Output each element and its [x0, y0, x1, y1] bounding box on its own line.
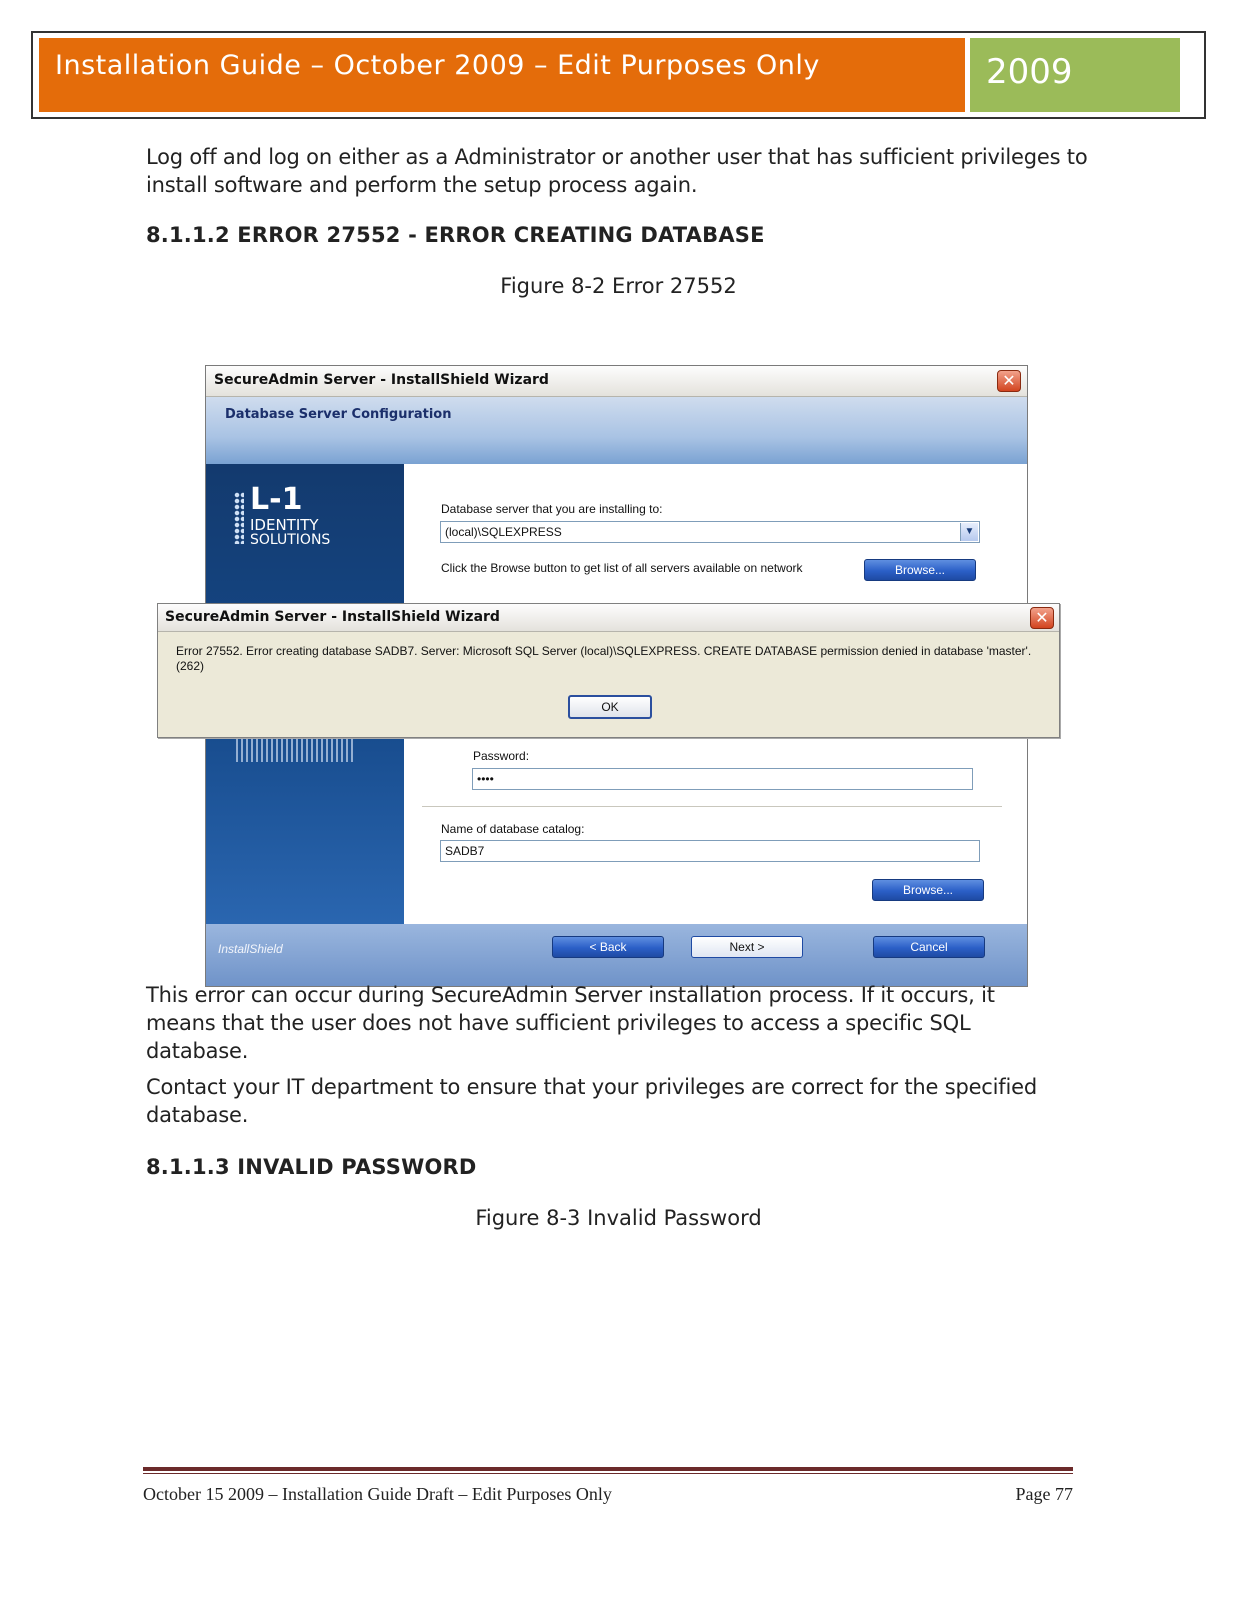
config-heading: Database Server Configuration — [225, 407, 452, 422]
cancel-button[interactable]: Cancel — [873, 936, 985, 958]
installer-close-icon[interactable]: ✕ — [997, 370, 1021, 392]
browse-servers-button[interactable]: Browse... — [864, 559, 976, 581]
error-message: Error 27552. Error creating database SADB7. Server: Microsoft SQL Server (local)\SQLEXPRESS. CREATE DATABASE permission denied in database 'master'. (262) — [176, 644, 1032, 673]
password-label: Password: — [473, 749, 530, 763]
installer-button-bar — [206, 924, 1027, 987]
logo-line-solutions: SOLUTIONS — [250, 532, 331, 548]
error-dialog-close-icon[interactable]: ✕ — [1030, 607, 1054, 629]
error-dialog — [157, 603, 1060, 738]
intro-paragraph: Log off and log on either as a Administrator or another user that has sufficient privileges to install software and perform the setup process again. — [146, 145, 1088, 197]
logo-mark: L-1 — [250, 482, 303, 517]
figure-caption-8-2: Figure 8-2 Error 27552 — [500, 274, 737, 298]
figure-caption-8-3: Figure 8-3 Invalid Password — [475, 1206, 762, 1230]
installshield-brand: InstallShield — [218, 942, 283, 956]
header-year: 2009 — [986, 52, 1073, 92]
error-dialog-title-bar — [158, 604, 1059, 632]
section-heading-invalid-password: 8.1.1.3 INVALID PASSWORD — [146, 1155, 477, 1179]
body-paragraph-2: Contact your IT department to ensure that your privileges are correct for the specified database. — [146, 1075, 1037, 1127]
page-number: Page 77 — [1015, 1484, 1073, 1504]
catalog-field[interactable] — [440, 840, 980, 862]
next-button[interactable]: Next > — [691, 936, 803, 958]
header-title: Installation Guide – October 2009 – Edit Purposes Only — [55, 50, 820, 81]
logo-line-identity: IDENTITY — [250, 516, 319, 534]
installer-window-title: SecureAdmin Server - InstallShield Wizard — [214, 372, 549, 388]
header-year-band — [970, 38, 1180, 112]
browse-hint: Click the Browse button to get list of all servers available on network — [441, 561, 803, 575]
error-dialog-title: SecureAdmin Server - InstallShield Wizard — [165, 609, 500, 625]
password-field[interactable] — [472, 768, 973, 790]
chevron-down-icon[interactable]: ▼ — [960, 523, 978, 541]
password-value: •••• — [477, 772, 494, 786]
catalog-value: SADB7 — [445, 844, 485, 858]
page-header — [31, 31, 1206, 119]
back-button[interactable]: < Back — [552, 936, 664, 958]
footer-text: October 15 2009 – Installation Guide Draft – Edit Purposes Only — [143, 1484, 612, 1504]
ok-button[interactable]: OK — [568, 695, 652, 719]
footer-rule-thin — [143, 1473, 1073, 1474]
server-dropdown-value: (local)\SQLEXPRESS — [445, 525, 562, 539]
form-divider — [422, 806, 1002, 807]
browse-catalog-button[interactable]: Browse... — [872, 879, 984, 901]
config-heading-band — [206, 397, 1027, 464]
logo-dots-icon — [234, 492, 244, 544]
header-title-band — [39, 38, 965, 112]
server-label: Database server that you are installing to: — [441, 502, 663, 516]
server-dropdown[interactable] — [440, 521, 980, 543]
fingerprint-icon — [236, 734, 356, 762]
installer-title-bar — [206, 366, 1027, 397]
body-paragraph-1: This error can occur during SecureAdmin Server installation process. If it occurs, it means that the user does not have sufficient privileges to access a specific SQL database. — [146, 983, 995, 1063]
section-heading-error-27552: 8.1.1.2 ERROR 27552 - ERROR CREATING DATABASE — [146, 223, 765, 247]
catalog-label: Name of database catalog: — [441, 822, 585, 836]
footer-rule-thick — [143, 1467, 1073, 1471]
